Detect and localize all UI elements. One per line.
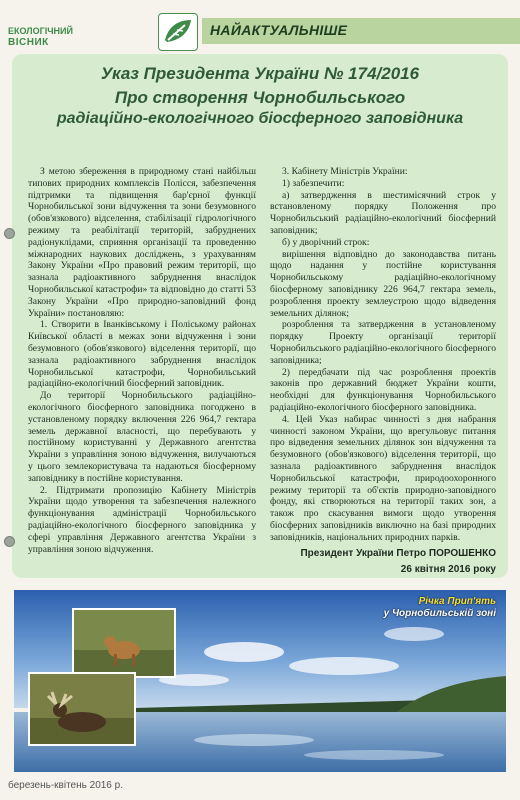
binder-hole-icon [4,536,15,547]
paragraph: З метою збереження в природному стані найбільш типових природних комплексів Полісся, забезпечення підтримки та підвищення бар'єрної функції Чорнобильської зони відчуження та зони безумовного (обов'язкового) відселення, стабілізації гідрологічного режиму та реабілітації територій, забруднених радіонуклідами, сприяння організації та проведенню міжнародних наукових досліджень, з урахуванням Закону України «Про правовий режим території, що зазнала радіоактивного забруднення внаслідок Чорнобильської катастрофи» та відповідно до статті 53 Закону України «Про природно-заповідний фонд України» постановляю: [28,166,256,319]
moose-photo [28,672,136,746]
article-title-line3: радіаційно-екологічного біосферного заповідника [56,110,464,127]
magazine-name [8,26,74,48]
magazine-name-line2: ВІСНИК [8,37,49,48]
leaf-logo-icon [158,13,198,51]
paragraph: 1. Створити в Іванківському і Поліському районах Київської області в межах зони відчуження і зони безумовного (обов'язкового) відселення території, що зазнала радіоактивного забруднення внаслідок Чорнобильської катастрофи, Чорнобильський радіаційно-екологічний біосферний заповідник. [28,319,256,390]
article-column-left [28,166,256,555]
signature: Президент України Петро ПОРОШЕНКО [300,547,496,559]
photo-caption-line2: у Чорнобильській зоні [383,608,496,619]
section-band [202,18,520,44]
photo-caption-line1: Річка Прип'ять [418,596,496,607]
magazine-name-line1: ЕКОЛОГІЧНИЙ [8,26,73,36]
paragraph: 2) передбачати під час розроблення проектів законів про державний бюджет України кошти, необхідні для функціонування Чорнобильського радіаційно-екологічного біосферного заповідника. [270,366,496,413]
paragraph: вирішення відповідно до законодавства питань щодо надання у постійне користування Чорнобильському радіаційно-екологічному біосферному заповіднику 226 964,7 гектара земель, розроблення проекту землеустрою щодо відведення земельних ділянок; [270,248,496,319]
article-title-line1: Указ Президента України № 174/2016 [100,64,420,83]
paragraph: 1) забезпечити: [282,177,345,189]
issue-date: березень-квітень 2016 р. [8,780,123,791]
signature-date: 26 квітня 2016 року [400,563,496,575]
paragraph: а) затвердження в шестимісячний строк у встановленому порядку Положення про Чорнобильський радіаційно-екологічний біосферний заповідник; [270,189,496,236]
paragraph: розроблення та затвердження в установленому порядку Проекту організації території Чорнобильського радіаційно-екологічного біосферного заповідника; [270,319,496,366]
lynx-photo [72,608,176,678]
paragraph: 2. Підтримати пропозицію Кабінету Міністрів України щодо утворення та забезпечення належного функціонування адміністрації Чорнобильського радіаційно-екологічного біосферного заповідника у сфері управління Державного агентства України з управління зоною відчуження. [28,484,256,555]
article-panel [12,54,508,578]
binder-hole-icon [4,228,15,239]
paragraph: До території Чорнобильського радіаційно-екологічного біосферного заповідника погоджено в установленому порядку включення 226 964,7 гектара земель державної власності, що перебувають у постійному користуванні у Державного агентства України з управління зоною відчуження, вилучаються у цього землекористувача та надаються біосферному заповіднику в постійне користування. [28,390,256,484]
section-title: НАЙАКТУАЛЬНІШЕ [210,22,348,38]
photo-caption [384,596,496,620]
river-photo [14,590,506,772]
article-title-line2: Про створення Чорнобильського [114,88,406,107]
paragraph: 4. Цей Указ набирає чинності з дня набрання чинності законом України, що врегульовує питання про відведення земельних ділянок зон відчуження та безумовного (обов'язкового) відселення території, що зазнала радіоактивного забруднення внаслідок Чорнобильської катастрофи, природоохоронного режиму території та об'єктів природно-заповідного фонду, які створюються на території таких зон, а також про скасування вимоги щодо утворення біосферних заповідників виключно на базі природних заповідників, національних природних парків. [270,413,496,543]
article-column-right [270,166,496,576]
paragraph: б) у дворічний строк: [282,236,370,248]
paragraph: 3. Кабінету Міністрів України: [282,166,408,177]
